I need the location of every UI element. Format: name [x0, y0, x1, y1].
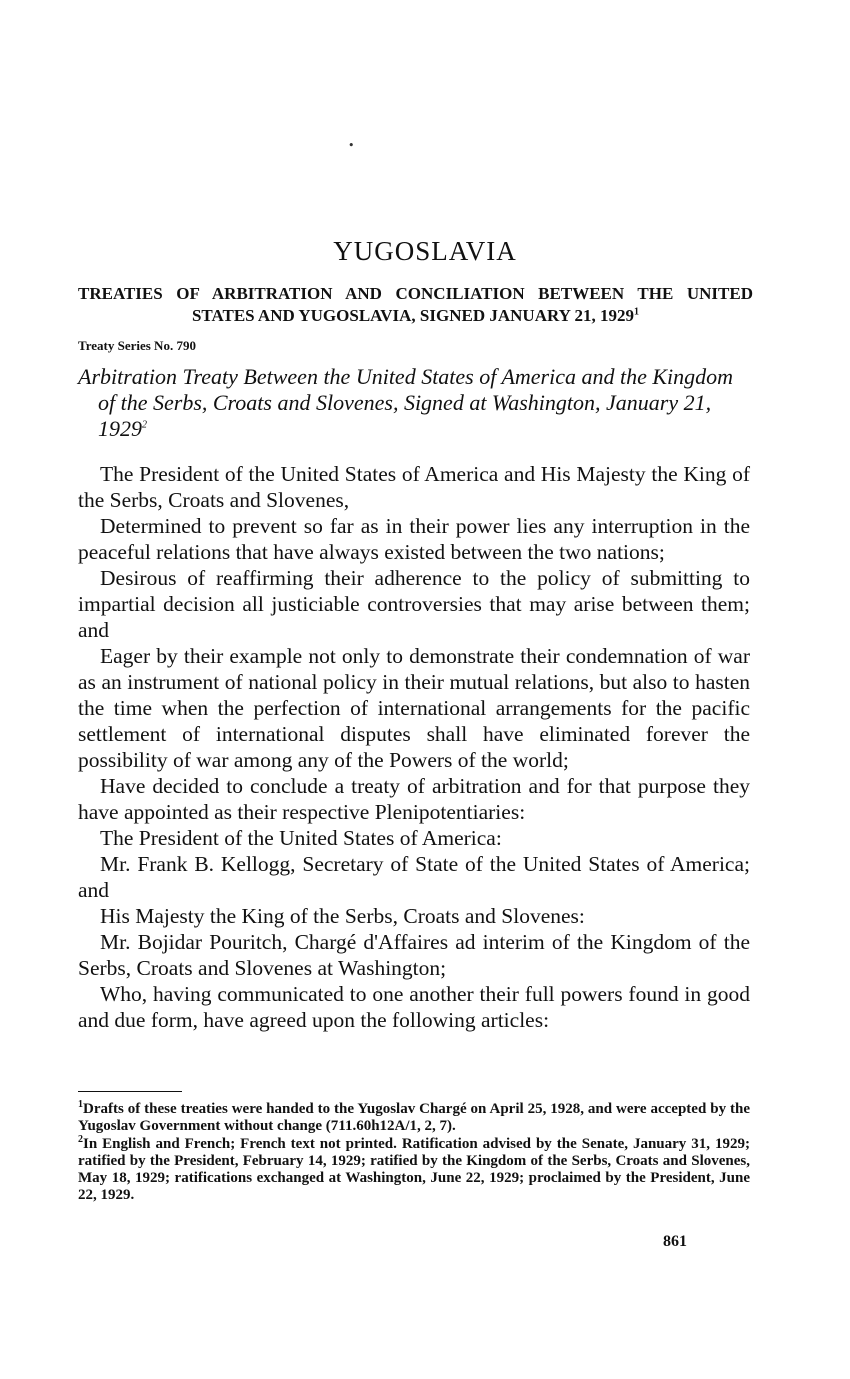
treaty-series-label: Treaty Series No. 790 [78, 338, 196, 353]
footnote-ref-1: 1 [634, 306, 640, 318]
treaty-subtitle [78, 364, 750, 442]
treaty-body [78, 461, 750, 1033]
footnotes [78, 1101, 750, 1204]
treaty-subtitle-text: Arbitration Treaty Between the United States of America and the Kingdom of the Serbs, Croats and Slovenes, Signed at Washington, January 21, 1929 [78, 364, 734, 441]
scan-speck: • [348, 139, 355, 152]
paragraph: The President of the United States of America: [100, 826, 502, 850]
footnote-1 [78, 1101, 750, 1135]
paragraph: Mr. Frank B. Kellogg, Secretary of State of the United States of America; and [78, 852, 750, 902]
paragraph: The President of the United States of America and His Majesty the King of the Serbs, Croats and Slovenes, [78, 462, 750, 512]
paragraph: Who, having communicated to one another their full powers found in good and due form, have agreed upon the following articles: [78, 982, 750, 1032]
paragraph: Mr. Bojidar Pouritch, Chargé d'Affaires ad interim of the Kingdom of the Serbs, Croats and Slovenes at Washington; [78, 930, 750, 980]
footnote-2 [78, 1136, 750, 1204]
paragraph: Determined to prevent so far as in their power lies any interruption in the peaceful relations that have always existed between the two nations; [78, 514, 750, 564]
footnote-divider [78, 1091, 182, 1092]
page-number: 861 [663, 1233, 687, 1250]
paragraph: Desirous of reaffirming their adherence to the policy of submitting to impartial decision all justiciable controversies that may arise between them; and [78, 566, 750, 642]
treaties-title [78, 283, 753, 327]
footnote-text: Drafts of these treaties were handed to the Yugoslav Chargé on April 25, 1928, and were accepted by the Yugoslav Government without change (711.60h12A/1, 2, 7). [78, 1101, 750, 1134]
footnote-mark: 2 [78, 1134, 83, 1145]
footnote-mark: 1 [78, 1099, 83, 1110]
footnote-text: In English and French; French text not printed. Ratification advised by the Senate, January 31, 1929; ratified by the President, February 14, 1929; ratified by the Kingdom of the Serbs, Croats and Slovenes, May 18, 1929; ratifications exchanged at Washington, June 22, 1929; proclaimed by the President, June 22, 1929. [78, 1136, 750, 1203]
country-heading: YUGOSLAVIA [333, 236, 517, 266]
paragraph: Eager by their example not only to demonstrate their condemnation of war as an instrument of national policy in their mutual relations, but also to hasten the time when the perfection of international arrangements for the pacific settlement of international disputes shall have eliminated forever the possibility of war among any of the Powers of the world; [78, 644, 750, 772]
paragraph: His Majesty the King of the Serbs, Croats and Slovenes: [100, 904, 585, 928]
paragraph: Have decided to conclude a treaty of arbitration and for that purpose they have appointed as their respective Plenipotentiaries: [78, 774, 750, 824]
treaties-title-text: TREATIES OF ARBITRATION AND CONCILIATION BETWEEN THE UNITED STATES AND YUGOSLAVIA, SIGNED JANUARY 21, 1929 [78, 284, 753, 325]
footnote-ref-2: 2 [142, 419, 147, 431]
